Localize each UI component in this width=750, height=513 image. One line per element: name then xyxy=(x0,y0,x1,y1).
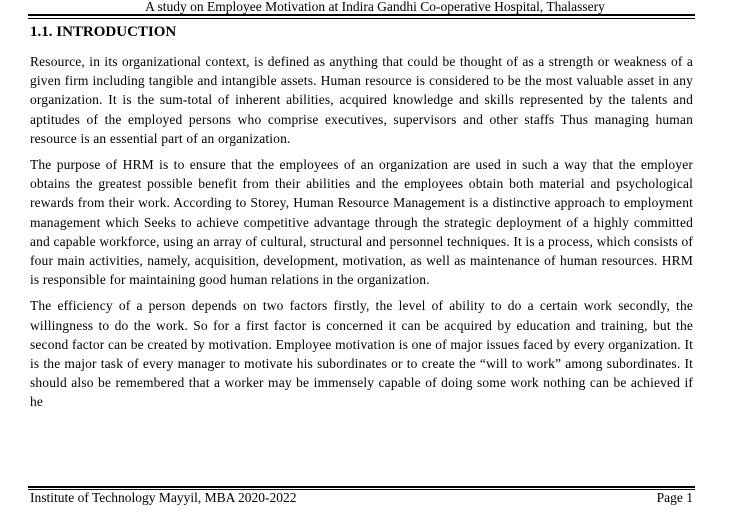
section-title: 1.1. INTRODUCTION xyxy=(30,24,177,40)
page-number: Page 1 xyxy=(656,490,693,505)
header-rule xyxy=(28,14,695,16)
page-footer xyxy=(30,490,693,506)
running-header: A study on Employee Motivation at Indira Gandhi Co-operative Hospital, Thalassery xyxy=(145,0,605,14)
page-body xyxy=(30,22,693,419)
header-rule-thin xyxy=(28,18,695,19)
footer-institution: Institute of Technology Mayyil, MBA 2020-2022 xyxy=(30,490,297,505)
paragraph-1: Resource, in its organizational context, is defined as anything that could be thought of as a strength or weakness of a given firm including tangible and intangible assets. Human resource is considered to be the most valuable asset in any organization. It is the sum-total of inherent abilities, acquired knowledge and skills represented by the talents and aptitudes of the employed persons who comprise executives, supervisors and other staffs Thus managing human resource is an essential part of an organization. xyxy=(30,54,693,146)
paragraph-2: The purpose of HRM is to ensure that the employees of an organization are used in such a way that the employer obtains the greatest possible benefit from their abilities and the employees obtain both material and psychological rewards from their work. According to Storey, Human Resource Management is a distinctive approach to employment management which Seeks to achieve competitive advantage through the strategic deployment of a highly committed and capable workforce, using an array of cultural, structural and personnel techniques. It is a process, which consists of four main activities, namely, acquisition, development, motivation, as well as maintenance of human resources. HRM is responsible for maintaining good human relations in the organization. xyxy=(30,157,693,288)
footer-rule xyxy=(28,486,695,488)
paragraph-3: The efficiency of a person depends on two factors firstly, the level of ability to do a certain work secondly, the willingness to do the work. So for a first factor is concerned it can be acquired by education and training, but the second factor can be created by motivation. Employee motivation is one of major issues faced by every organization. It is the major task of every manager to motivate his subordinates or to create the “will to work” among subordinates. It should also be remembered that a worker may be immensely capable of doing some work nothing can be achieved if he xyxy=(30,298,693,410)
